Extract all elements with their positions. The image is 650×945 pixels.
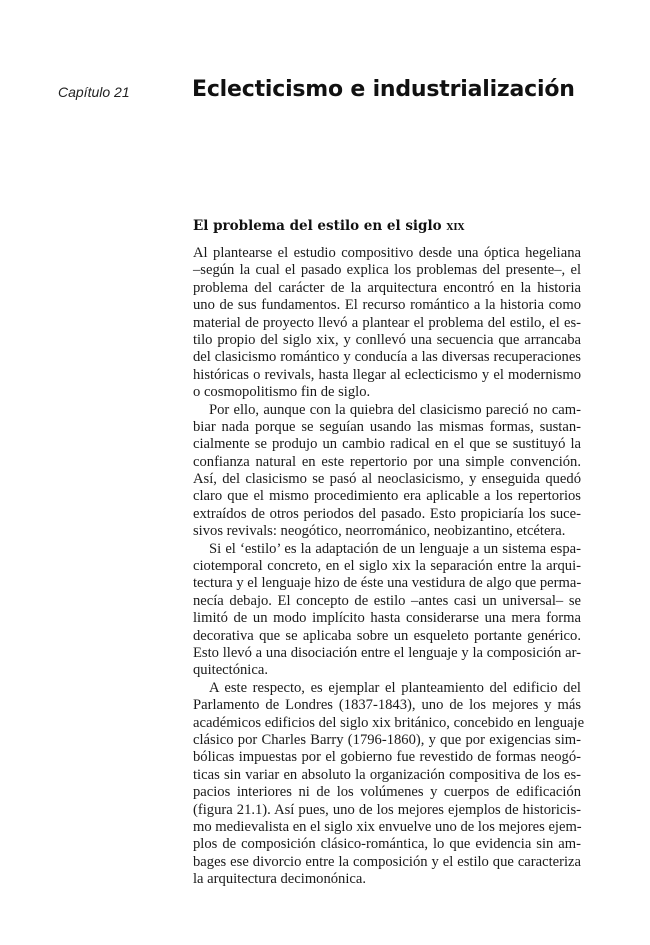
section-heading-main: El problema del estilo en el siglo — [193, 218, 447, 234]
body-line: tilo propio del siglo xix, y conllevó una secuencia que arrancaba — [193, 331, 581, 348]
body-line: pacios interiores ni de los volúmenes y cuerpos de edificación — [193, 784, 581, 801]
body-line: o cosmopolitismo fin de siglo. — [193, 384, 371, 401]
body-line: ciotemporal concreto, en el siglo xix la separación entre la arqui- — [193, 558, 581, 575]
body-line: la arquitectura decimonónica. — [193, 871, 367, 888]
body-line: necía debajo. El concepto de estilo –antes casi un universal– se — [193, 592, 581, 609]
body-line: Por ello, aunque con la quiebra del clasicismo pareció no cam- — [209, 401, 581, 418]
body-line: cialmente se produjo un cambio radical en el que se sustituyó la — [193, 436, 581, 453]
body-line: bages ese divorcio entre la composición y el estilo que caracteriza — [193, 853, 581, 870]
body-line: decorativa que se aplicaba sobre un esqueleto portante genérico. — [193, 627, 581, 644]
body-line: académicos edificios del siglo xix británico, concebido en lenguaje — [193, 714, 585, 731]
body-line: A este respecto, es ejemplar el planteamiento del edificio del — [209, 679, 581, 696]
body-line: Parlamento de Londres (1837-1843), uno de los mejores y más — [193, 697, 581, 714]
body-line: clásico por Charles Barry (1796-1860), y que por exigencias sim- — [193, 731, 581, 748]
body-line: ticas sin variar en absoluto la organización compositiva de los es- — [193, 766, 581, 783]
body-line: limitó de un modo implícito hasta considerarse una mera forma — [193, 610, 581, 627]
body-text — [193, 245, 585, 888]
chapter-label: Capítulo 21 — [58, 84, 130, 100]
chapter-title: Eclecticismo e industrialización — [192, 77, 575, 102]
body-line: Así, del clasicismo se pasó al neoclasicismo, y enseguida quedó — [193, 471, 581, 488]
body-line: quitectónica. — [193, 662, 268, 679]
body-line: sivos revivals: neogótico, neorrománico, neobizantino, etcétera. — [193, 523, 566, 540]
body-line: extraídos de otros periodos del pasado. Esto propiciaría los suce- — [193, 505, 581, 522]
section-heading-century: xix — [446, 218, 465, 234]
body-line: problema del carácter de la arquitectura encontró en la historia — [193, 279, 581, 296]
section-heading — [193, 218, 465, 234]
body-line: del clasicismo romántico y conducía a las diversas recuperaciones — [193, 349, 581, 366]
body-line: –según la cual el pasado explica los problemas del presente–, el — [193, 262, 581, 279]
body-line: confianza natural en este repertorio por una simple convención. — [193, 453, 581, 470]
body-line: bólicas impuestas por el gobierno fue revestido de formas neogó- — [193, 749, 581, 766]
body-line: Esto llevó a una disociación entre el lenguaje y la composición ar- — [193, 644, 581, 661]
body-line: (figura 21.1). Así pues, uno de los mejores ejemplos de historicis- — [193, 801, 581, 818]
body-line: material de proyecto llevó a plantear el problema del estilo, el es- — [193, 314, 581, 331]
body-line: uno de sus fundamentos. El recurso romántico a la historia como — [193, 297, 581, 314]
body-line: claro que el mismo procedimiento era aplicable a los repertorios — [193, 488, 581, 505]
body-line: Si el ‘estilo’ es la adaptación de un lenguaje a un sistema espa- — [209, 540, 581, 557]
body-line: Al plantearse el estudio compositivo desde una óptica hegeliana — [193, 245, 581, 261]
body-line: plos de composición clásico-romántica, lo que evidencia sin am- — [193, 836, 581, 853]
body-line: históricas o revivals, hasta llegar al eclecticismo y el modernismo — [193, 366, 581, 383]
body-line: biar nada porque se seguían usando las mismas formas, sustan- — [193, 418, 581, 435]
body-line: tectura y el lenguaje hizo de éste una vestidura de algo que perma- — [193, 575, 582, 592]
body-line: mo medievalista en el siglo xix envuelve uno de los mejores ejem- — [193, 818, 582, 835]
